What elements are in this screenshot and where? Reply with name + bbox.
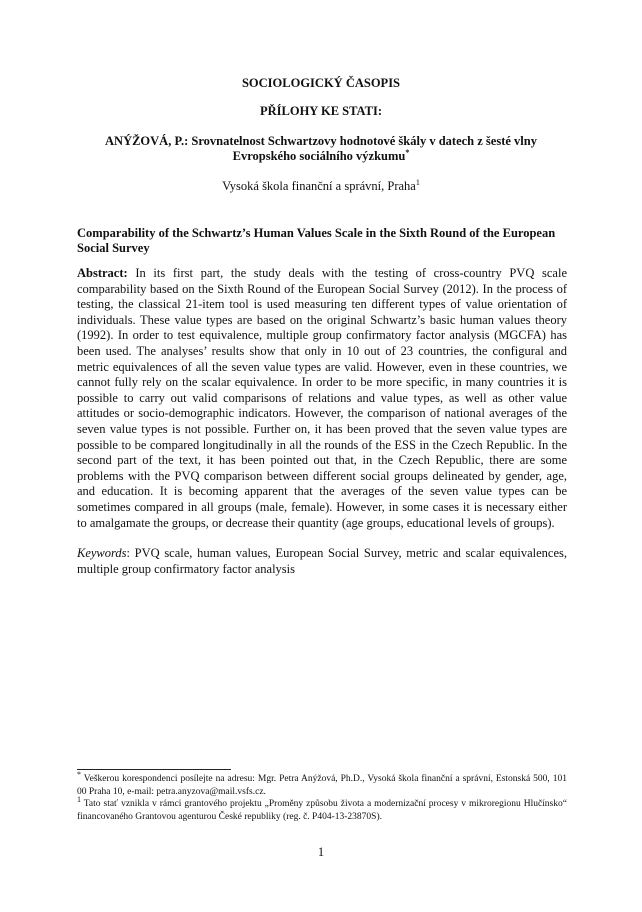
keywords-label: Keywords [77,546,127,560]
keywords-text: : PVQ scale, human values, European Social Survey, metric and scalar equivalences, multiple group confirmatory factor analysis [77,546,567,576]
page-number: 1 [317,845,325,859]
footnote-separator [77,769,231,770]
keywords-paragraph [77,546,567,577]
footnote-2-mark: 1 [77,794,81,804]
appendix-heading: PŘÍLOHY KE STATI: [259,104,382,118]
abstract-text: In its first part, the study deals with the testing of cross-country PVQ scale comparability based on the Sixth Round of the European Social Survey (2012). In the process of testing, the classical 21-item tool is used measuring ten different types of value orientation of individuals. These value types are based on the original Schwartz’s basic human values theory (1992). In order to test equivalence, multiple group confirmatory factor analysis (MGCFA) has been used. The analyses’ results show that only in 10 out of 23 countries, the configural and metric equivalences of all the seven value types are valid. However, even in these countries, we cannot fully rely on the scalar equivalence. In order to be more specific, in many countries it is possible to carry out valid comparisons of relations and value types, as well as other value attitudes or socio-demographic indicators. However, the comparison of national averages of the seven value types is not possible. Further on, it has been proved that the seven value types are possible to be compared longitudinally in all the rounds of the ESS in the Czech Republic. In the second part of the text, it has been pointed out that, in the Czech Republic, there are some problems with the PVQ comparison between different social groups delineated by gender, age, and education. It is becoming apparent that the averages of the seven value types can be sometimes compared in all groups (male, female). However, in some cases it is necessary either to amalgamate the groups, or decrease their quantity (age groups, educational levels of groups). [77,266,567,530]
affiliation [0,179,642,194]
footnote-2-text: Tato stať vznikla v rámci grantového projektu „Proměny způsobu života a modernizační procesy v mikroregionu Hlučínsko“ financovaného Grantovou agenturou České republiky (reg. č. P404-13-23870S). [77,799,567,822]
citation-line-2-text: Evropského sociálního výzkumu [232,149,406,163]
footnote-1-text: Veškerou korespondenci posílejte na adresu: Mgr. Petra Anýžová, Ph.D., Vysoká škola finanční a správní, Estonská 500, 101 00 Praha 10, e-mail: petra.anyzova@mail.vsfs.cz. [77,774,567,797]
english-title: Comparability of the Schwartz’s Human Values Scale in the Sixth Round of the European Social Survey [77,226,556,255]
citation-footnote-mark: * [405,147,410,157]
citation-line-1: ANÝŽOVÁ, P.: Srovnatelnost Schwartzovy hodnotové škály v datech z šesté vlny [105,134,537,148]
abstract-label: Abstract: [77,266,128,280]
affiliation-footnote-mark: 1 [415,177,420,187]
citation-line-2 [0,149,642,164]
journal-name: SOCIOLOGICKÝ ČASOPIS [241,76,401,90]
article-citation [0,134,642,164]
footnote-1 [77,769,567,798]
affiliation-text: Vysoká škola finanční a správní, Praha [222,179,416,193]
abstract-paragraph [77,266,567,531]
footnote-1-mark: * [77,769,81,779]
footnote-2 [77,794,567,823]
